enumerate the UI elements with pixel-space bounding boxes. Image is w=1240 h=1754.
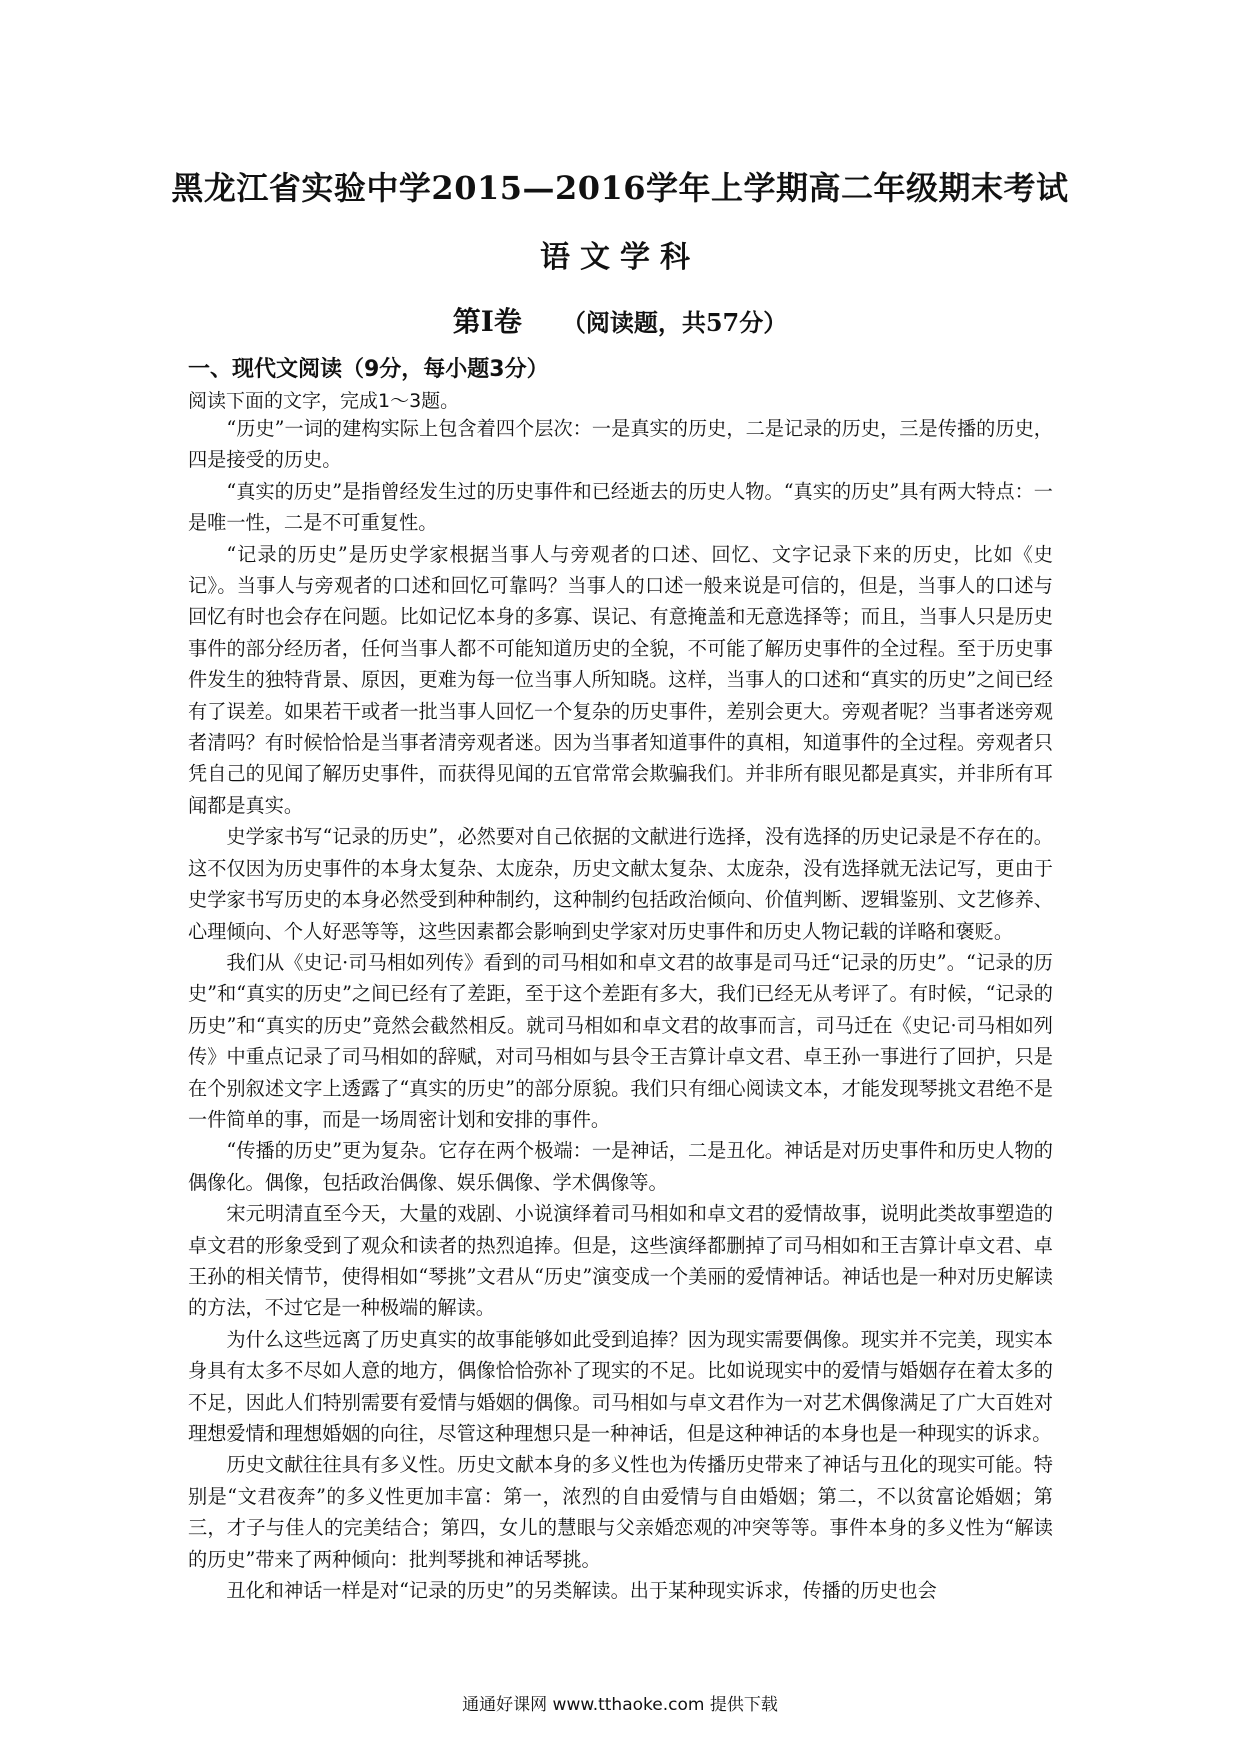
paragraph: 历史文献往往具有多义性。历史文献本身的多义性也为传播历史带来了神话与丑化的现实可能。特别是“文君夜奔”的多义性更加丰富：第一，浓烈的自由爱情与自由婚姻；第二，不以贫富论婚姻；第三，才子与佳人的完美结合；第四，女儿的慧眼与父亲婚恋观的冲突等等。事件本身的多义性为“解读的历史”带来了两种倾向：批判琴挑和神话琴挑。 [188, 1453, 1053, 1571]
page-footer: 通通好课网 www.tthaoke.com 提供下载 [462, 1695, 778, 1715]
paragraph: “真实的历史”是指曾经发生过的历史事件和已经逝去的历史人物。“真实的历史”具有两大特点：一是唯一性，二是不可重复性。 [188, 479, 1053, 535]
exam-title: 黑龙江省实验中学2015—2016学年上学期高二年级期末考试 [171, 169, 1069, 207]
section-heading: 一、现代文阅读（9分，每小题3分） [188, 357, 549, 382]
paragraph: “历史”一词的建构实际上包含着四个层次：一是真实的历史，二是记录的历史，三是传播的历史，四是接受的历史。 [188, 417, 1053, 472]
paragraph: 史学家书写“记录的历史”，必然要对自己依据的文献进行选择，没有选择的历史记录是不存在的。这不仅因为历史事件的本身太复杂、太庞杂，历史文献太复杂、太庞杂，没有选择就无法记写，更由于史学家书写历史的本身必然受到种种制约，这种制约包括政治倾向、价值判断、逻辑鉴别、文艺修养、心理倾向、个人好恶等等，这些因素都会影响到史学家对历史事件和历史人物记载的详略和褒贬。 [188, 825, 1053, 943]
paragraph: 我们从《史记·司马相如列传》看到的司马相如和卓文君的故事是司马迁“记录的历史”。“记录的历史”和“真实的历史”之间已经有了差距，至于这个差距有多大，我们已经无从考评了。有时候，“记录的历史”和“真实的历史”竟然会截然相反。就司马相如和卓文君的故事而言，司马迁在《史记·司马相如列传》中重点记录了司马相如的辞赋，对司马相如与县令王吉算计卓文君、卓王孙一事进行了回护，只是在个别叙述文字上透露了“真实的历史”的部分原貌。我们只有细心阅读文本，才能发现琴挑文君绝不是一件简单的事，而是一场周密计划和安排的事件。 [188, 950, 1053, 1131]
volume-heading [0, 300, 1240, 340]
paragraph: 为什么这些远离了历史真实的故事能够如此受到追捧？因为现实需要偶像。现实并不完美，现实本身具有太多不尽如人意的地方，偶像恰恰弥补了现实的不足。比如说现实中的爱情与婚姻存在着太多的不足，因此人们特别需要有爱情与婚姻的偶像。司马相如与卓文君作为一对艺术偶像满足了广大百姓对理想爱情和理想婚姻的向往，尽管这种理想只是一种神话，但是这种神话的本身也是一种现实的诉求。 [188, 1327, 1053, 1445]
paragraph: “传播的历史”更为复杂。它存在两个极端：一是神话，二是丑化。神话是对历史事件和历史人物的偶像化。偶像，包括政治偶像、娱乐偶像、学术偶像等。 [188, 1139, 1053, 1194]
paragraph: “记录的历史”是历史学家根据当事人与旁观者的口述、回忆、文字记录下来的历史，比如《史记》。当事人与旁观者的口述和回忆可靠吗？当事人的口述一般来说是可信的，但是，当事人的口述与回忆有时也会存在问题。比如记忆本身的多寡、误记、有意掩盖和无意选择等；而且，当事人只是历史事件的部分经历者，任何当事人都不可能知道历史的全貌，不可能了解历史事件的全过程。至于历史事件发生的独特背景、原因，更难为每一位当事人所知晓。这样，当事人的口述和“真实的历史”之间已经有了误差。如果若干或者一批当事人回忆一个复杂的历史事件，差别会更大。旁观者呢？当事者迷旁观者清吗？有时候恰恰是当事者清旁观者迷。因为当事者知道事件的真相，知道事件的全过程。旁观者只凭自己的见闻了解历史事件，而获得见闻的五官常常会欺骗我们。并非所有眼见都是真实，并非所有耳闻都是真实。 [188, 542, 1053, 817]
subject-heading: 语文学科 [540, 240, 700, 275]
paragraph: 宋元明清直至今天，大量的戏剧、小说演绎着司马相如和卓文君的爱情故事，说明此类故事塑造的卓文君的形象受到了观众和读者的热烈追捧。但是，这些演绎都删掉了司马相如和王吉算计卓文君、卓王孙的相关情节，使得相如“琴挑”文君从“历史”演变成一个美丽的爱情神话。神话也是一种对历史解读的方法，不过它是一种极端的解读。 [188, 1202, 1053, 1320]
volume-label: 第Ⅰ卷 [452, 305, 522, 338]
reading-passage [188, 413, 1053, 1606]
volume-note: （阅读题，共57分） [561, 308, 788, 337]
paragraph: 丑化和神话一样是对“记录的历史”的另类解读。出于某种现实诉求，传播的历史也会 [226, 1579, 937, 1603]
section-instruction: 阅读下面的文字，完成1～3题。 [188, 390, 460, 412]
